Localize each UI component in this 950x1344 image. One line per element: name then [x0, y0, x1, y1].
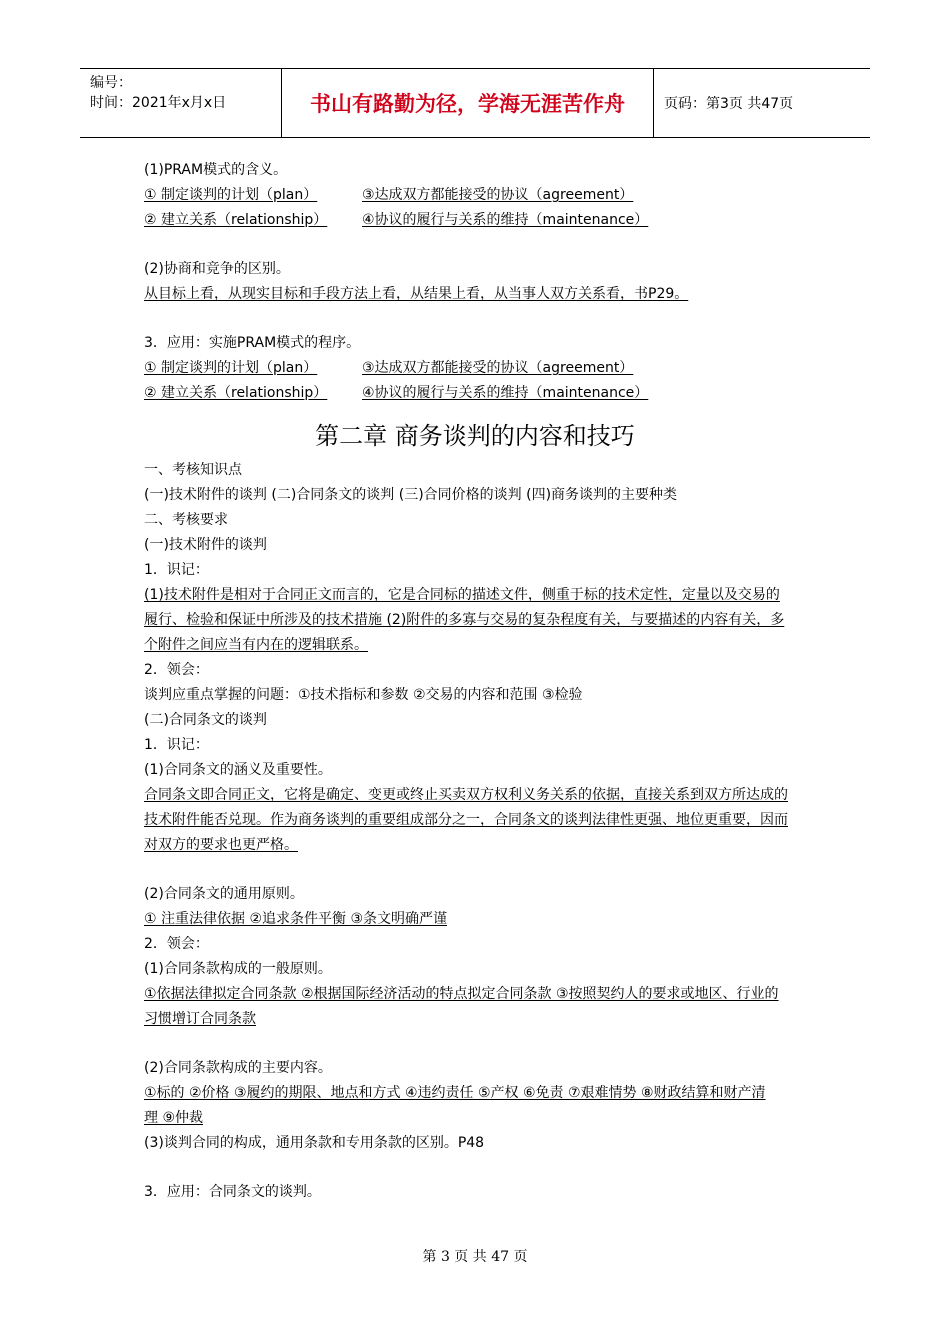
text-line: ① 注重法律依据 ②追求条件平衡 ③条文明确严谨	[144, 911, 448, 927]
text-line	[144, 356, 814, 381]
text-line: (一)技术附件的谈判	[144, 537, 267, 553]
text-line: (一)技术附件的谈判 (二)合同条文的谈判 (三)合同价格的谈判 (四)商务谈判的主要种类	[144, 487, 678, 503]
text-line: (二)合同条文的谈判	[144, 712, 267, 728]
header-meta	[80, 69, 282, 137]
text-line: (1)合同条款构成的一般原则。	[144, 961, 332, 977]
header-page-info: 页码：第3页 共47页	[664, 96, 794, 112]
text-line: 3．应用：合同条文的谈判。	[144, 1184, 321, 1200]
list-item: ① 制定谈判的计划（plan）	[144, 187, 318, 203]
text-line	[144, 381, 814, 406]
section-heading: 二、考核要求	[144, 512, 228, 528]
text-line: (1)PRAM模式的含义。	[144, 162, 288, 178]
text-line: 对双方的要求也更严格。	[144, 837, 298, 853]
page-footer: 第 3 页 共 47 页	[422, 1249, 528, 1265]
text-line: 理 ⑨仲裁	[144, 1110, 204, 1126]
list-item: ③达成双方都能接受的协议（agreement）	[362, 360, 634, 376]
text-line: (2)合同条文的通用原则。	[144, 886, 304, 902]
section-heading: 一、考核知识点	[144, 462, 242, 478]
page-header	[80, 68, 870, 138]
header-motto: 书山有路勤为径，学海无涯苦作舟	[282, 69, 654, 137]
text-line: (1)合同条文的涵义及重要性。	[144, 762, 332, 778]
text-line	[144, 208, 814, 233]
text-line: 谈判应重点掌握的问题：①技术指标和参数 ②交易的内容和范围 ③检验	[144, 687, 583, 703]
document-body	[144, 158, 814, 1205]
list-item: ② 建立关系（relationship）	[144, 212, 328, 228]
text-line: 习惯增订合同条款	[144, 1011, 256, 1027]
chapter-title: 第二章 商务谈判的内容和技巧	[315, 422, 635, 450]
doc-date: 时间：2021年x月x日	[90, 95, 227, 111]
text-line: 个附件之间应当有内在的逻辑联系。	[144, 637, 368, 653]
text-line: 技术附件能否兑现。作为商务谈判的重要组成部分之一，合同条文的谈判法律性更强、地位更重要，因而	[144, 812, 788, 828]
text-line: 1．识记：	[144, 737, 209, 753]
list-item: ① 制定谈判的计划（plan）	[144, 360, 318, 376]
text-line: 履行、检验和保证中所涉及的技术措施 (2)附件的多寡与交易的复杂程度有关，与要描述的内容有关，多	[144, 612, 785, 628]
list-item: ③达成双方都能接受的协议（agreement）	[362, 187, 634, 203]
text-line: ①依据法律拟定合同条款 ②根据国际经济活动的特点拟定合同条款 ③按照契约人的要求或地区、行业的	[144, 986, 779, 1002]
text-line: 2．领会：	[144, 662, 209, 678]
text-line: 2．领会：	[144, 936, 209, 952]
text-line: (2)协商和竞争的区别。	[144, 261, 290, 277]
text-line: 3．应用：实施PRAM模式的程序。	[144, 335, 361, 351]
list-item: ④协议的履行与关系的维持（maintenance）	[362, 385, 649, 401]
text-line: (3)谈判合同的构成，通用条款和专用条款的区别。P48	[144, 1135, 485, 1151]
text-line: ①标的 ②价格 ③履约的期限、地点和方式 ④违约责任 ⑤产权 ⑥免责 ⑦艰难情势 ⑧财政结算和财产清	[144, 1085, 766, 1101]
text-line: 1．识记：	[144, 562, 209, 578]
list-item: ④协议的履行与关系的维持（maintenance）	[362, 212, 649, 228]
doc-code-label: 编号：	[90, 75, 132, 91]
text-line: (2)合同条款构成的主要内容。	[144, 1060, 332, 1076]
list-item: ② 建立关系（relationship）	[144, 385, 328, 401]
text-line: 合同条文即合同正文，它将是确定、变更或终止买卖双方权利义务关系的依据，直接关系到双方所达成的	[144, 787, 788, 803]
text-line: 从目标上看，从现实目标和手段方法上看，从结果上看，从当事人双方关系看，书P29。	[144, 286, 689, 302]
text-line	[144, 183, 814, 208]
text-line: (1)技术附件是相对于合同正文而言的，它是合同标的描述文件，侧重于标的技术定性，定量以及交易的	[144, 587, 780, 603]
